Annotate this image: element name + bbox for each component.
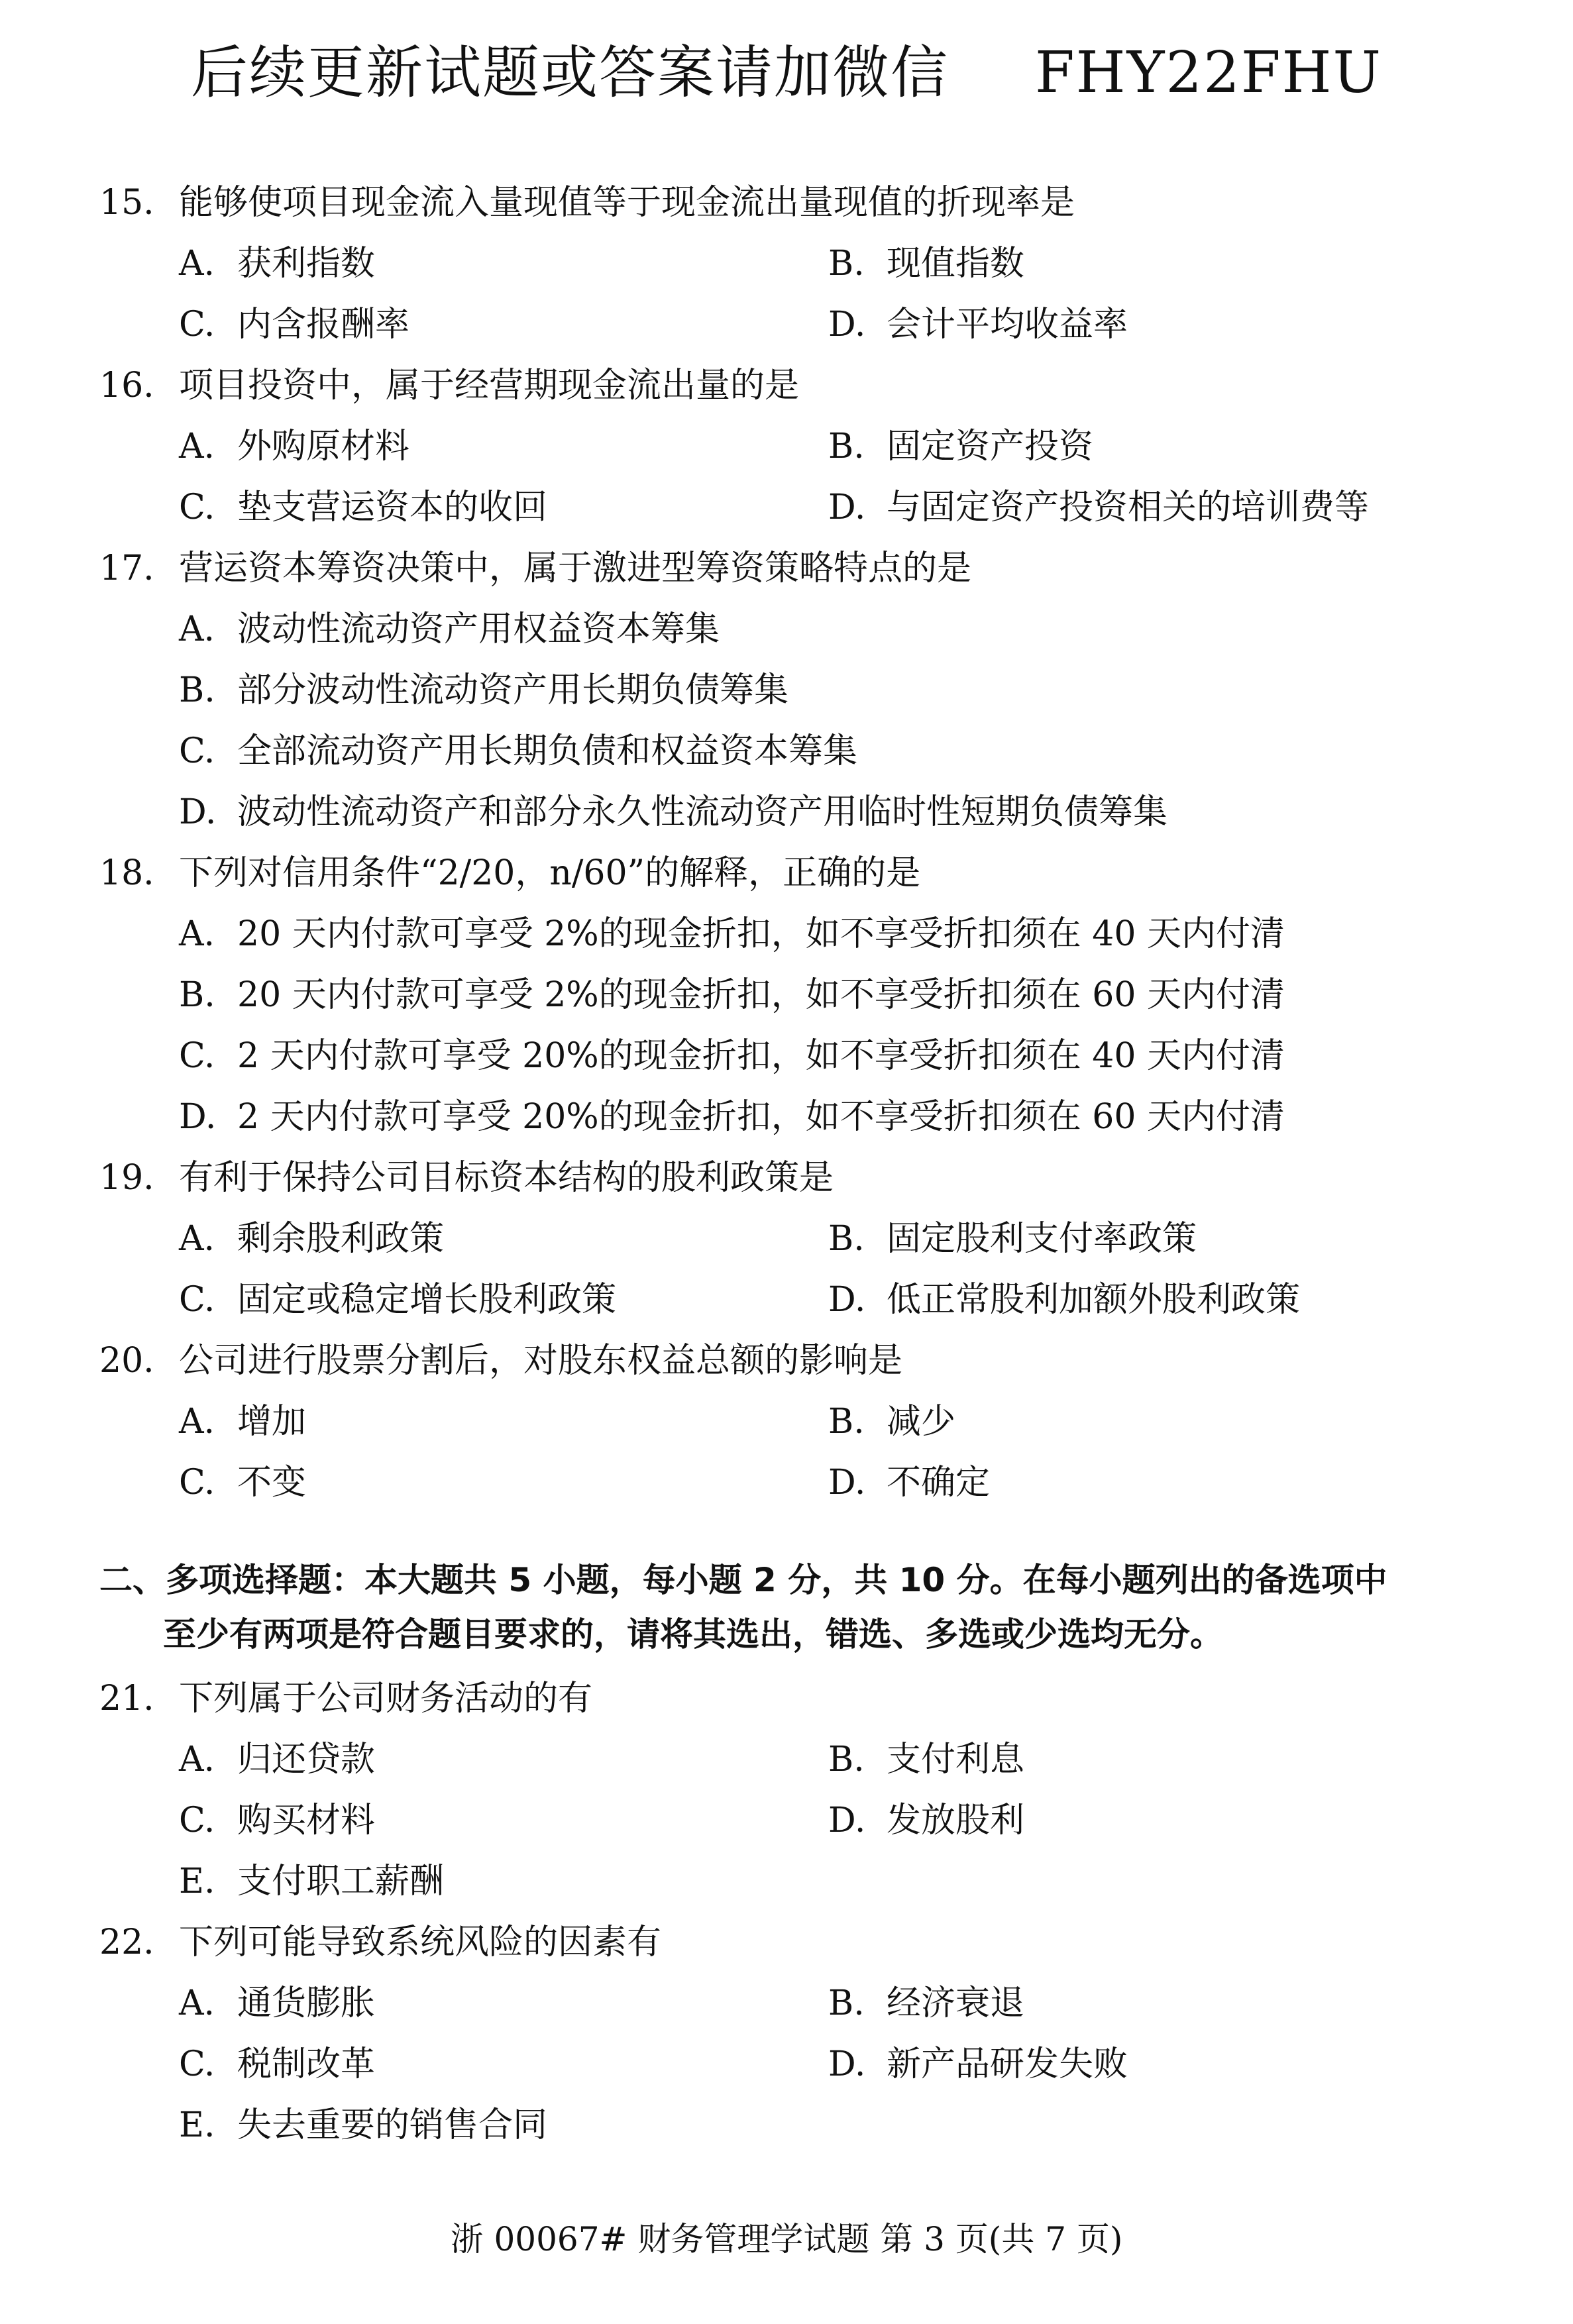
option-c: C. 固定或稳定增长股利政策 <box>179 1280 617 1320</box>
header-title: 后续更新试题或答案请加微信 <box>190 40 949 106</box>
option-e: E. 支付职工薪酬 <box>179 1862 445 1901</box>
question-text: 公司进行股票分割后，对股东权益总额的影响是 <box>179 1341 903 1381</box>
question-number: 20. <box>99 1341 154 1381</box>
question-18 <box>99 843 1478 1147</box>
question-number: 19. <box>99 1158 154 1198</box>
question-15 <box>99 172 1478 355</box>
option-c: C. 购买材料 <box>179 1801 376 1840</box>
option-a: A. 外购原材料 <box>179 427 410 466</box>
option-d: D. 发放股利 <box>828 1801 1025 1840</box>
question-text: 下列对信用条件“2/20，n/60”的解释，正确的是 <box>179 853 921 893</box>
question-text: 下列属于公司财务活动的有 <box>179 1679 593 1718</box>
option-b: B. 部分波动性流动资产用长期负债筹集 <box>179 670 789 710</box>
option-e: E. 失去重要的销售合同 <box>179 2105 548 2145</box>
option-b: B. 固定资产投资 <box>828 427 1094 466</box>
option-d: D. 与固定资产投资相关的培训费等 <box>828 488 1370 527</box>
option-a: A. 波动性流动资产用权益资本筹集 <box>179 609 720 649</box>
question-number: 22. <box>99 1923 154 1962</box>
question-number: 21. <box>99 1679 154 1718</box>
question-number: 16. <box>99 366 154 405</box>
page-footer: 浙 00067# 财务管理学试题 第 3 页(共 7 页) <box>450 2220 1123 2258</box>
option-a: A. 归还贷款 <box>179 1740 376 1779</box>
option-b: B. 20 天内付款可享受 2%的现金折扣，如不享受折扣须在 60 天内付清 <box>179 975 1285 1015</box>
option-d: D. 会计平均收益率 <box>828 305 1128 344</box>
option-b: B. 固定股利支付率政策 <box>828 1219 1197 1259</box>
header-code: FHY22FHU <box>1034 40 1383 106</box>
question-22 <box>99 1912 1478 2156</box>
option-a: A. 20 天内付款可享受 2%的现金折扣，如不享受折扣须在 40 天内付清 <box>179 914 1285 954</box>
question-number: 17. <box>99 549 154 588</box>
question-17 <box>99 538 1478 843</box>
option-a: A. 剩余股利政策 <box>179 1219 445 1259</box>
question-number: 15. <box>99 183 154 223</box>
option-b: B. 经济衰退 <box>828 1983 1025 2023</box>
question-21 <box>99 1668 1478 1912</box>
question-text: 营运资本筹资决策中，属于激进型筹资策略特点的是 <box>179 549 972 588</box>
section-heading-line-1: 二、多项选择题：本大题共 5 小题，每小题 2 分，共 10 分。在每小题列出的备选项中 <box>99 1561 1387 1599</box>
section-heading-line-2: 至少有两项是符合题目要求的，请将其选出，错选、多选或少选均无分。 <box>163 1615 1223 1654</box>
option-c: C. 不变 <box>179 1463 307 1503</box>
option-a: A. 获利指数 <box>179 244 376 284</box>
option-c: C. 2 天内付款可享受 20%的现金折扣，如不享受折扣须在 40 天内付清 <box>179 1036 1285 1076</box>
option-c: C. 垫支营运资本的收回 <box>179 488 548 527</box>
question-content <box>99 172 1478 2156</box>
option-d: D. 低正常股利加额外股利政策 <box>828 1280 1301 1320</box>
option-b: B. 减少 <box>828 1402 956 1442</box>
question-16 <box>99 355 1478 538</box>
question-19 <box>99 1147 1478 1330</box>
option-b: B. 现值指数 <box>828 244 1025 284</box>
section-heading-multiple-choice <box>99 1553 1478 1662</box>
option-b: B. 支付利息 <box>828 1740 1025 1779</box>
option-d: D. 新产品研发失败 <box>828 2044 1128 2084</box>
option-c: C. 内含报酬率 <box>179 305 410 344</box>
question-text: 下列可能导致系统风险的因素有 <box>179 1923 662 1962</box>
option-d: D. 波动性流动资产和部分永久性流动资产用临时性短期负债筹集 <box>179 792 1168 832</box>
question-text: 能够使项目现金流入量现值等于现金流出量现值的折现率是 <box>179 183 1075 223</box>
question-text: 项目投资中，属于经营期现金流出量的是 <box>179 366 800 405</box>
question-text: 有利于保持公司目标资本结构的股利政策是 <box>179 1158 834 1198</box>
option-a: A. 通货膨胀 <box>179 1983 376 2023</box>
option-c: C. 全部流动资产用长期负债和权益资本筹集 <box>179 731 858 771</box>
option-d: D. 不确定 <box>828 1463 991 1503</box>
option-a: A. 增加 <box>179 1402 307 1442</box>
page-header <box>0 26 1573 109</box>
option-d: D. 2 天内付款可享受 20%的现金折扣，如不享受折扣须在 60 天内付清 <box>179 1097 1285 1137</box>
option-c: C. 税制改革 <box>179 2044 376 2084</box>
question-number: 18. <box>99 853 154 893</box>
question-20 <box>99 1330 1478 1513</box>
